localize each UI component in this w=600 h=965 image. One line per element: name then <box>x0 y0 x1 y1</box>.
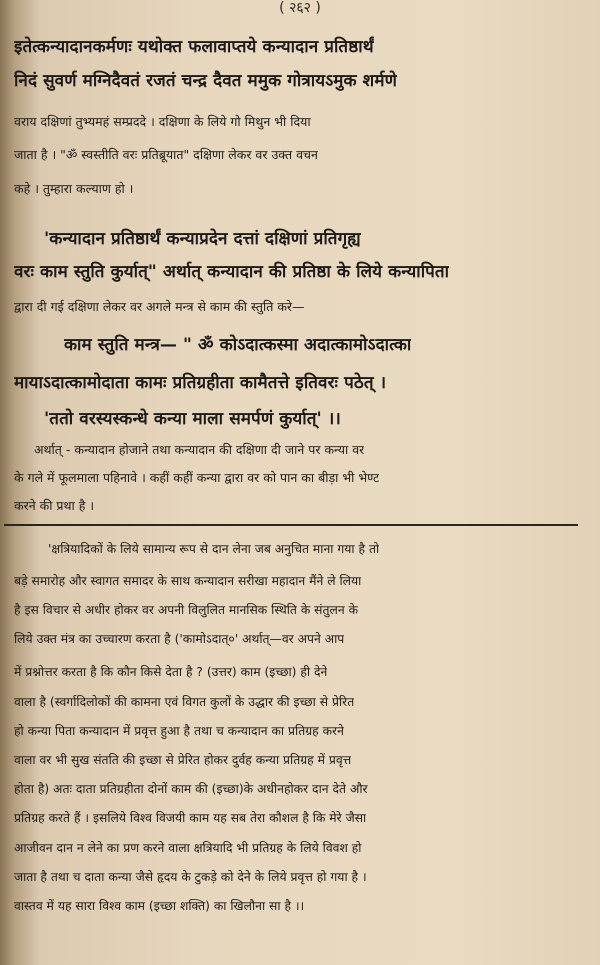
text-line: जाता है तथा च दाता कन्या जैसे हृदय के टुकड़े को देने के लिये प्रवृत्त हो गया है । <box>14 870 367 884</box>
text-line: हो कन्या पिता कन्यादान में प्रवृत्त हुआ है तथा च कन्यादान का प्रतिग्रह करने <box>14 724 344 738</box>
text-line: आजीवन दान न लेने का प्रण करने वाला क्षत्रियादि भी प्रतिग्रह के लिये विवश हो <box>14 841 362 855</box>
text-line: के गले में फूलमाला पहिनावे । कहीं कहीं कन्या द्वारा वर को पान का बीड़ा भी भेण्ट <box>14 470 380 485</box>
text-line: अर्थात् - कन्यादान होजाने तथा कन्यादान की दक्षिणा दी जाने पर कन्या वर <box>34 442 365 457</box>
text-line: लिये उक्त मंत्र का उच्चारण करता है ('कामोऽदात्०' अर्थात्—वर अपने आप <box>14 632 345 646</box>
text-line: 'ततो वरस्यस्कन्धे कन्या माला समर्पणं कुर्यात्' ।। <box>44 409 341 429</box>
text-line: निदं सुवर्ण मग्निदैवतं रजतं चन्द्र दैवत ममुक गोत्रायऽमुक शर्मणे <box>14 71 397 91</box>
text-line: वास्तव में यह सारा विश्व काम (इच्छा शक्ति) का खिलौना सा है ।। <box>14 899 305 913</box>
text-line: में प्रश्नोत्तर करता है कि कौन किसे देता है ? (उत्तर) काम (इच्छा) ही देने <box>14 665 328 679</box>
page-number: ( २६२ ) <box>279 0 321 16</box>
text-line: 'कन्यादान प्रतिष्ठार्थं कन्याप्रदेन दत्तां दक्षिणां प्रतिगृह्य <box>44 229 361 249</box>
text-line: जाता है । "ॐ स्वस्तीति वरः प्रतिब्रूयात" दक्षिणा लेकर वर उक्त वचन <box>14 147 318 162</box>
text-line: प्रतिग्रह करते हैं । इसलिये विश्व विजयी काम यह सब तेरा कौशल है कि मेरे जैसा <box>14 811 367 825</box>
text-line: काम स्तुति मन्त्र— " ॐ कोऽदात्कस्मा अदात्कामोऽदात्का <box>64 335 412 355</box>
text-line: होता है) अतः दाता प्रतिग्रहीता दोनों काम की (इच्छा)के अधीनहोकर दान देते और <box>14 782 368 796</box>
text-line: वरः काम स्तुति कुर्यात्" अर्थात् कन्यादान की प्रतिष्ठा के लिये कन्यापिता <box>14 262 450 282</box>
text-line: इतेत्कन्यादानकर्मणः यथोक्त फलावाप्तये कन्यादान प्रतिष्ठार्थं <box>14 37 374 57</box>
text-line: कहे । तुम्हारा कल्याण हो । <box>14 181 134 196</box>
text-line: मायाऽदात्कामोदाता कामः प्रतिग्रहीता कामैतत्ते इतिवरः पठेत् । <box>14 373 387 393</box>
section-divider <box>4 524 578 526</box>
text-line: वाला है (स्वर्गादिलोकों की कामना एवं विगत कुलों के उद्धार की इच्छा से प्रेरित <box>14 695 355 709</box>
text-line: वाला वर भी सुख संतति की इच्छा से प्रेरित होकर दुर्वह कन्या प्रतिग्रह में प्रवृत्त <box>14 753 352 767</box>
text-line: द्वारा दी गई दक्षिणा लेकर वर अगले मन्त्र से काम की स्तुति करे— <box>14 299 305 314</box>
text-line: बड़े समारोह और स्वागत समादर के साथ कन्यादान सरीखा महादान मैंने ले लिया <box>14 574 362 588</box>
text-line: वराय दक्षिणां तुभ्यमहं सम्प्रददे । दक्षिणा के लिये गो मिथुन भी दिया <box>14 114 311 129</box>
text-line: 'क्षत्रियादिकों के लिये सामान्य रूप से दान लेना जब अनुचित माना गया है तो <box>48 542 380 556</box>
text-line: है इस विचार से अधीर होकर वर अपनी विलुलित मानसिक स्थिति के संतुलन के <box>14 603 359 617</box>
text-line: करने की प्रथा है । <box>14 498 95 513</box>
